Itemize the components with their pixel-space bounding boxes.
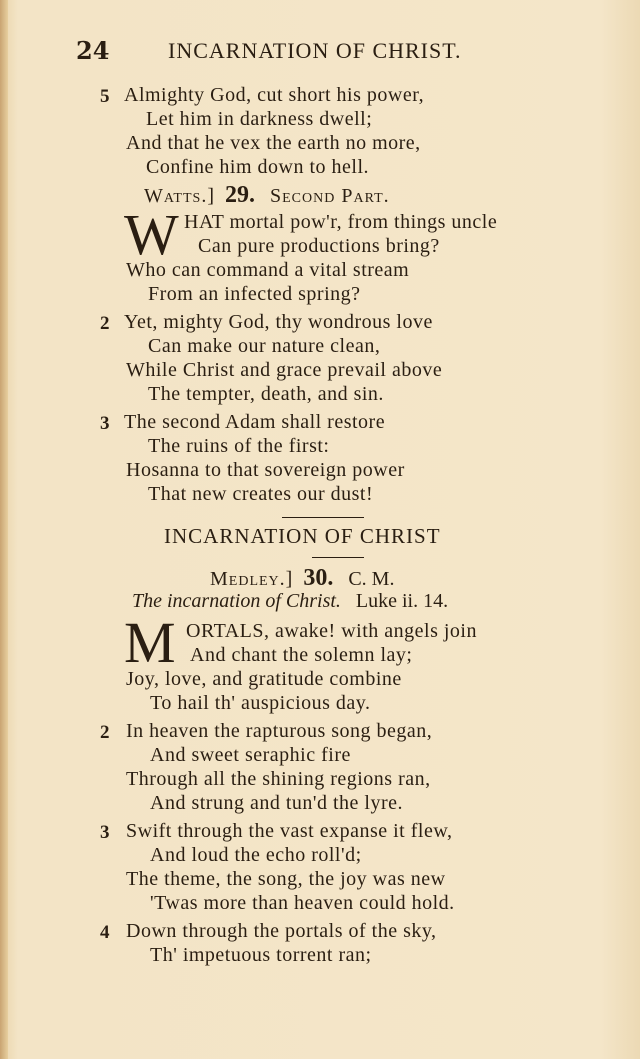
hymn-line: Who can command a vital stream [126,259,410,281]
verse-number: 2 [100,313,110,334]
hymn-line: Down through the portals of the sky, [126,920,437,942]
hymn-line: ORTALS, awake! with angels join [186,620,477,642]
hymn-line: Through all the shining regions ran, [126,768,431,790]
page-header [76,36,516,66]
hymn-number: 30. [303,565,334,591]
hymn-line: The theme, the song, the joy was new [126,868,446,890]
hymn-line: Swift through the vast expanse it flew, [126,820,453,842]
hymn-line: And chant the solemn lay; [190,644,413,666]
verse-number: 5 [100,86,110,107]
hymn-line: And strung and tun'd the lyre. [150,792,404,814]
verse-number: 4 [100,922,110,943]
hymn-heading [144,182,390,209]
hymn-number: 29. [225,182,255,208]
hymn-subtitle [132,590,448,613]
verse-number: 3 [100,822,110,843]
hymn-line: And sweet seraphic fire [150,744,351,766]
hymn-line: HAT mortal pow'r, from things uncle [184,211,498,233]
hymn-meter: C. M. [348,568,395,590]
hymn-line: And loud the echo roll'd; [150,844,362,866]
hymn-line: While Christ and grace prevail above [126,359,443,381]
hymn-line: Confine him down to hell. [146,156,370,178]
hymn-line: Hosanna to that sovereign power [126,459,405,481]
verse-number: 3 [100,413,110,434]
running-title: INCARNATION OF CHRIST. [168,38,462,63]
hymn-line: That new creates our dust! [148,483,374,505]
hymn-tune: Medley.] [210,568,294,590]
hymn-line: Can make our nature clean, [148,335,381,357]
hymn-part: Second Part. [270,185,390,207]
hymn-line: Can pure productions bring? [198,235,440,257]
hymn-line: In heaven the rapturous song began, [126,720,433,742]
drop-cap: W [124,202,179,267]
page-number: 24 [76,36,110,65]
page-edge [0,0,8,1059]
divider-rule [312,557,364,558]
hymn-line: Let him in darkness dwell; [146,108,373,130]
hymn-author: Watts.] [144,185,215,207]
hymn-line: Th' impetuous torrent ran; [150,944,372,966]
hymn-line: Almighty God, cut short his power, [124,84,425,106]
hymn-line: The ruins of the first: [148,435,330,457]
section-title: INCARNATION OF CHRIST [164,524,441,548]
hymn-line: And that he vex the earth no more, [126,132,421,154]
verse-number: 2 [100,722,110,743]
hymn-heading [210,565,394,592]
hymn-line: To hail th' auspicious day. [150,692,371,714]
hymn-line: Yet, mighty God, thy wondrous love [124,311,433,333]
hymn-line: The second Adam shall restore [124,411,386,433]
divider-rule [282,517,364,518]
hymn-subject: The incarnation of Christ. [132,590,341,612]
hymn-line: Joy, love, and gratitude combine [126,668,402,690]
hymn-line: 'Twas more than heaven could hold. [150,892,455,914]
drop-cap: M [124,610,176,675]
hymn-line: The tempter, death, and sin. [148,383,384,405]
hymn-line: From an infected spring? [148,283,361,305]
scripture-reference: Luke ii. 14. [355,590,449,612]
